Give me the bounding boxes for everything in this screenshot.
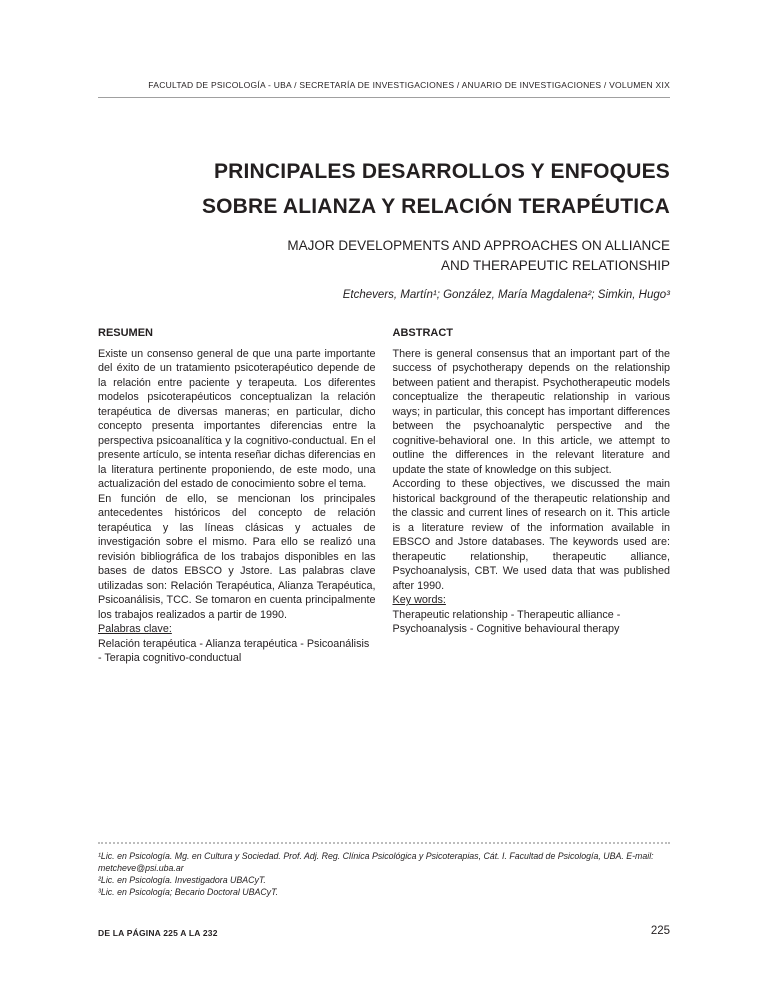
article-title-line1: PRINCIPALES DESARROLLOS Y ENFOQUES [213, 160, 670, 183]
resumen-paragraph-2: En función de ello, se mencionan los principales antecedentes históricos del concepto de relación terapéutica y las líneas clásicas y actuales de investigación sobre el mismo. Para ello se realizó una revisión bibliográfica de los trabajos disponibles en las bases de datos EBSCO y Jstore. Las palabras clave utilizadas son: Relación Terapéutica, Alianza Terapéutica, Psicoanálisis, TCC. Se tomaron en cuenta principalmente los trabajos realizados a partir de 1990. [98, 492, 376, 621]
article-title [98, 154, 670, 224]
palabras-clave-text: Relación terapéutica - Alianza terapéutica - Psicoanálisis - Terapia cognitivo-conductual [98, 637, 370, 664]
footnote-2: ²Lic. en Psicología. Investigadora UBACyT. [98, 875, 266, 885]
palabras-clave-label: Palabras clave: [98, 623, 172, 635]
abstract-column [393, 326, 671, 666]
abstract-paragraph-1: There is general consensus that an important part of the success of psychotherapy depends on the relationship between patient and therapist. Psychotherapeutic models conceptualize the therapeutic relationship in various ways; in particular, this concept has important differences between the psychoanalytic perspective and the cognitive-behavioral one. In this article, we attempt to outline the differences in the relevant literature and update the state of knowledge on this subject. [392, 347, 670, 476]
article-subtitle-line1: MAJOR DEVELOPMENTS AND APPROACHES ON ALLIANCE [287, 238, 670, 253]
header-rule [98, 97, 670, 98]
resumen-column [98, 326, 376, 666]
page-content [98, 0, 670, 666]
article-subtitle-line2: AND THERAPEUTIC RELATIONSHIP [440, 258, 670, 273]
abstract-heading: ABSTRACT [392, 327, 453, 339]
key-words-label: Key words: [392, 594, 446, 606]
resumen-heading: RESUMEN [98, 327, 154, 339]
resumen-paragraph-1: Existe un consenso general de que una parte importante del éxito de un tratamiento psicoterapéutico depende de la relación entre paciente y terapeuta. Los diferentes modelos psicoterapéuticos conceptualizan la relación terapéutica de diversas maneras; en particular, dicho concepto presenta importantes diferencias entre la perspectiva psicoanalítica y la cognitivo-conductual. En el presente artículo, se intenta reseñar dichas diferencias en la literatura pertinente proponiendo, de este modo, una actualización del estado de conocimiento sobre el tema. [98, 347, 376, 490]
journal-header-line: FACULTAD DE PSICOLOGÍA - UBA / SECRETARÍA DE INVESTIGACIONES / ANUARIO DE INVESTIGACIONES / VOLUMEN XIX [148, 80, 670, 90]
abstract-paragraph-2: According to these objectives, we discussed the main historical background of the therapeutic relationship and the classic and current lines of research on it. This article is a literature review of the information available in EBSCO and Jstore databases. The keywords used are: therapeutic relationship, therapeutic alliance, Psychoanalysis, CBT. We used data that was published after 1990. [392, 478, 670, 592]
footnote-3: ³Lic. en Psicología; Becario Doctoral UBACyT. [98, 887, 279, 897]
two-column-body [98, 326, 670, 666]
authors-line: Etchevers, Martín¹; González, María Magdalena²; Simkin, Hugo³ [342, 289, 670, 301]
footnotes-block [98, 842, 670, 898]
footer-page-range: DE LA PÁGINA 225 A LA 232 [98, 928, 218, 938]
footnote-1: ¹Lic. en Psicología. Mg. en Cultura y Sociedad. Prof. Adj. Reg. Clínica Psicológica y Psicoterapias, Cát. I. Facultad de Psicología, UBA. E-mail: metcheve@psi.uba.ar [98, 851, 654, 873]
footer-page-number: 225 [650, 925, 670, 937]
article-title-line2: SOBRE ALIANZA Y RELACIÓN TERAPÉUTICA [201, 195, 670, 218]
article-subtitle [98, 236, 670, 276]
key-words-text: Therapeutic relationship - Therapeutic alliance - Psychoanalysis - Cognitive behavioural therapy [392, 608, 621, 635]
